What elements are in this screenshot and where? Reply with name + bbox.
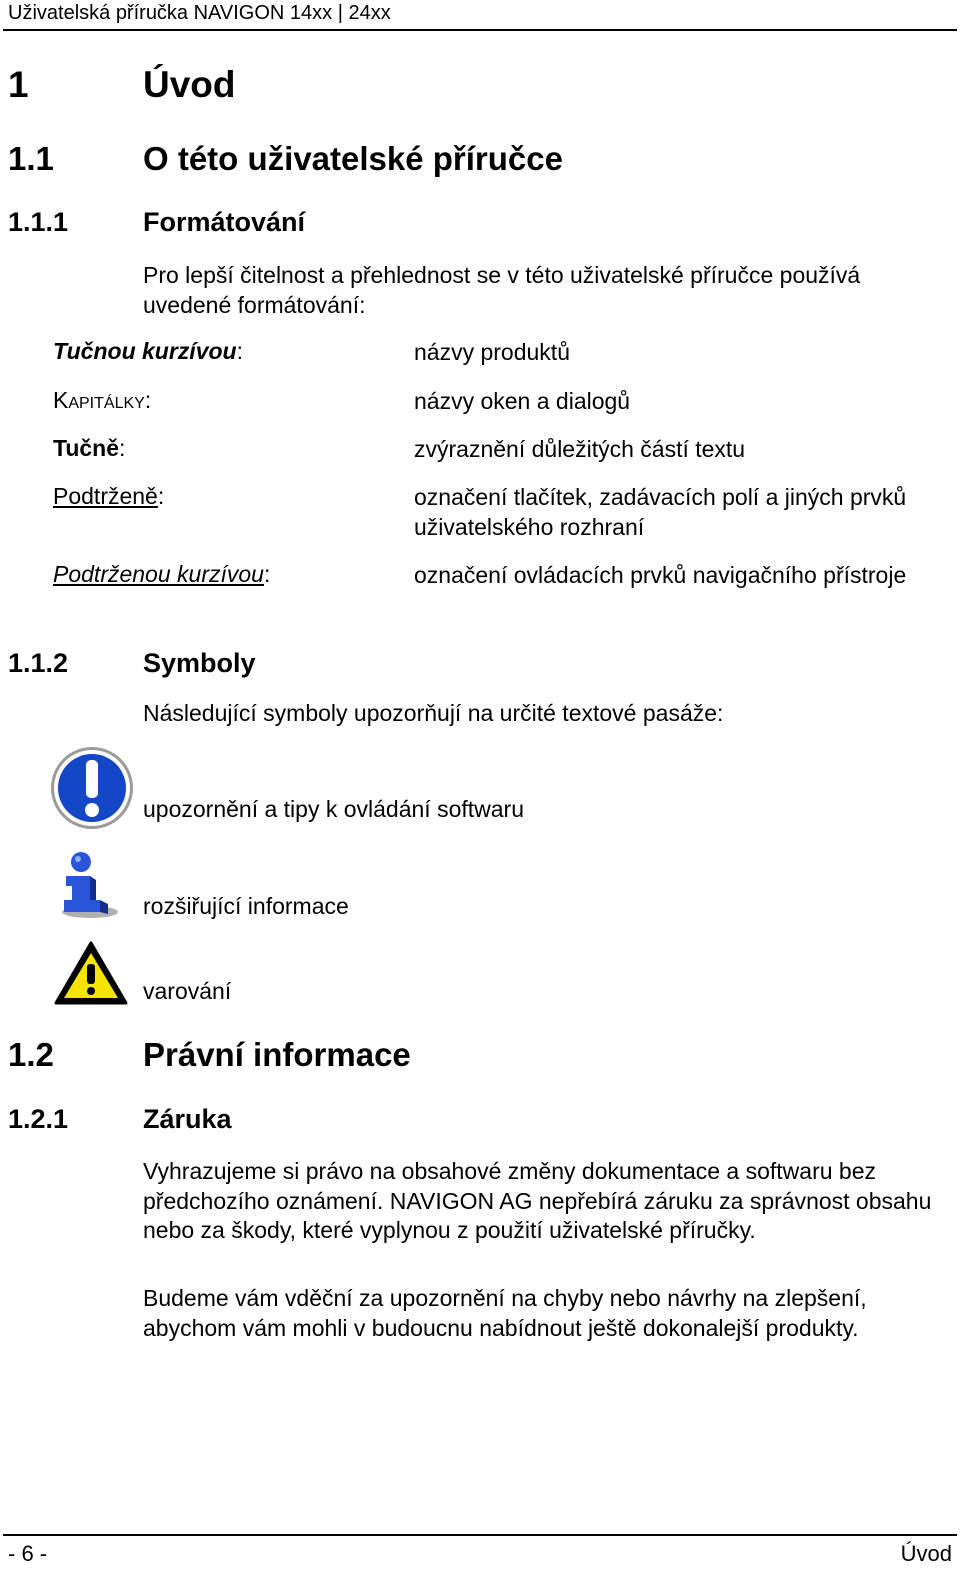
warning-triangle-icon bbox=[53, 940, 129, 1006]
footer-chapter: Úvod bbox=[900, 1541, 952, 1566]
section-1-1-2-number: 1.1.2 bbox=[8, 648, 69, 678]
format-label-underline: Podtrženě: bbox=[53, 483, 165, 509]
section-1-2-title: Právní informace bbox=[143, 1036, 411, 1073]
info-figure-icon bbox=[56, 850, 120, 920]
chapter-title: Úvod bbox=[143, 64, 236, 105]
section-1-1-1-number: 1.1.1 bbox=[8, 207, 69, 237]
format-desc-small-caps: názvy oken a dialogů bbox=[414, 388, 631, 414]
symbol-text-warning: varování bbox=[143, 978, 232, 1004]
chapter-number: 1 bbox=[8, 64, 29, 105]
section-1-1-2-title: Symboly bbox=[143, 648, 256, 678]
section-1-1-number: 1.1 bbox=[8, 140, 54, 177]
format-desc-bold: zvýraznění důležitých částí textu bbox=[414, 436, 746, 462]
section-1-2-1-number: 1.2.1 bbox=[8, 1104, 69, 1134]
page-number: - 6 - bbox=[8, 1541, 48, 1566]
symbol-text-info: rozšiřující informace bbox=[143, 893, 349, 919]
format-label-small-caps: Kapitálky: bbox=[53, 387, 152, 413]
warranty-paragraph-1: Vyhrazujeme si právo na obsahové změny dokumentace a softwaru bez předchozího oznámení. NAVIGON AG nepřebírá záruku za správnost obsahu nebo za škody, které vyplynou z použití uživatelské příručky. bbox=[143, 1158, 932, 1243]
header-rule bbox=[3, 29, 957, 31]
format-label-bold: Tučně: bbox=[53, 435, 126, 461]
running-header: Uživatelská příručka NAVIGON 14xx | 24xx bbox=[8, 2, 391, 24]
section-1-2-1-title: Záruka bbox=[143, 1104, 232, 1134]
section-1-1-title: O této uživatelské příručce bbox=[143, 140, 563, 177]
symbol-text-exclamation: upozornění a tipy k ovládání softwaru bbox=[143, 796, 525, 822]
section-1-2-number: 1.2 bbox=[8, 1036, 54, 1073]
format-label-underline-italic: Podtrženou kurzívou: bbox=[53, 561, 271, 587]
format-desc-underline-italic: označení ovládacích prvků navigačního přístroje bbox=[414, 562, 907, 588]
format-desc-bold-italic: názvy produktů bbox=[414, 339, 570, 365]
footer-rule bbox=[3, 1534, 957, 1536]
section-1-1-1-title: Formátování bbox=[143, 207, 306, 237]
warranty-paragraph-2: Budeme vám vděční za upozornění na chyby nebo návrhy na zlepšení, abychom vám mohli v budoucnu nabídnout ještě dokonalejší produkty. bbox=[143, 1285, 867, 1341]
exclamation-icon bbox=[50, 746, 134, 830]
format-desc-underline: označení tlačítek, zadávacích polí a jiných prvků uživatelského rozhraní bbox=[414, 484, 907, 540]
formatting-intro: Pro lepší čitelnost a přehlednost se v této uživatelské příručce používá uvedené formátování: bbox=[143, 262, 861, 318]
format-label-bold-italic: Tučnou kurzívou: bbox=[53, 338, 243, 364]
symbols-intro: Následující symboly upozorňují na určité textové pasáže: bbox=[143, 700, 724, 726]
